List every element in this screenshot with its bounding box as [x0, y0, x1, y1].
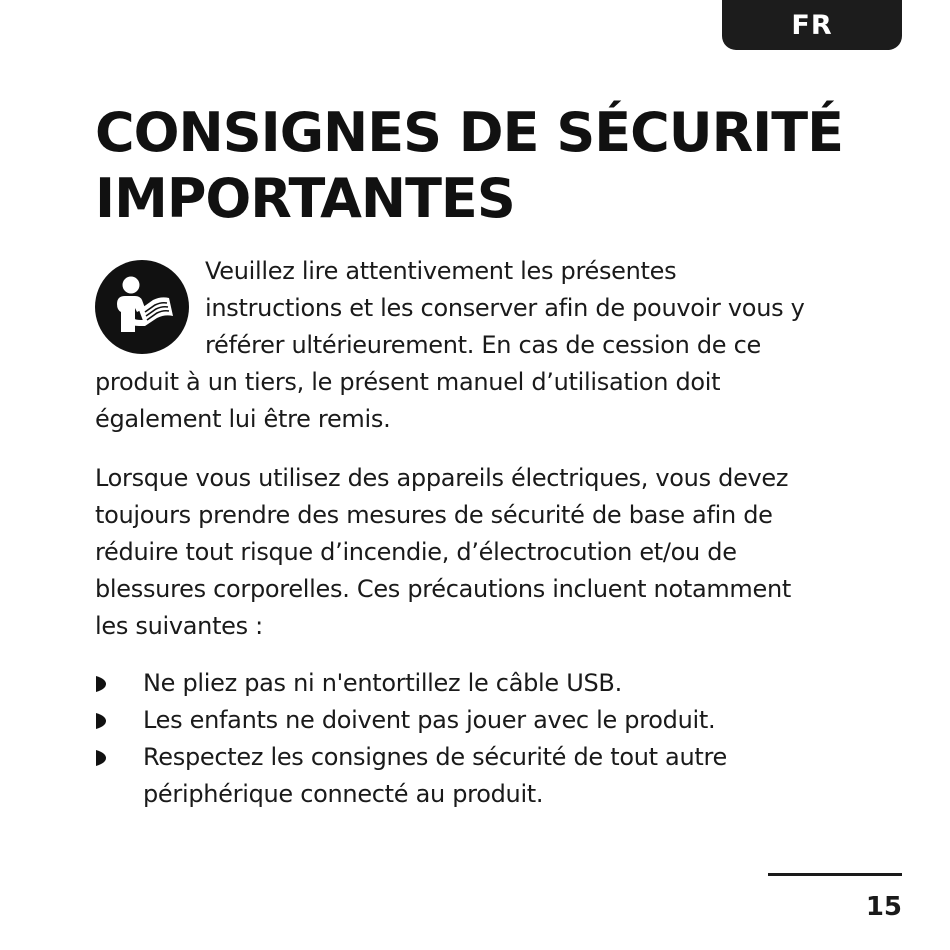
bullet-text: périphérique connecté au produit. — [143, 780, 544, 808]
footer-divider — [768, 873, 902, 876]
safety-bullet-list — [95, 665, 915, 813]
bullet-text: Ne pliez pas ni n'entortillez le câble USB. — [143, 669, 622, 697]
list-item — [95, 739, 915, 813]
list-item — [95, 702, 915, 739]
intro-line: référer ultérieurement. En cas de cession de ce — [205, 331, 761, 359]
intro-line: Veuillez lire attentivement les présentes — [205, 257, 677, 285]
read-manual-icon — [95, 260, 189, 354]
title-line-1: CONSIGNES DE SÉCURITÉ — [95, 101, 843, 164]
bullet-text: Respectez les consignes de sécurité de tout autre — [143, 743, 727, 771]
bullet-icon — [95, 749, 107, 767]
intro-line: instructions et les conserver afin de pouvoir vous y — [205, 294, 805, 322]
language-tab: FR — [722, 0, 902, 50]
page-number: 15 — [865, 892, 902, 922]
paragraph-line: blessures corporelles. Ces précautions incluent notamment — [95, 575, 791, 603]
list-item — [95, 665, 915, 702]
bullet-text: Les enfants ne doivent pas jouer avec le produit. — [143, 706, 716, 734]
precautions-paragraph — [95, 460, 915, 645]
paragraph-line: réduire tout risque d’incendie, d’électrocution et/ou de — [95, 538, 737, 566]
page-title — [95, 100, 843, 232]
title-line-2: IMPORTANTES — [95, 167, 515, 230]
paragraph-line: Lorsque vous utilisez des appareils électriques, vous devez — [95, 464, 789, 492]
paragraph-line: les suivantes : — [95, 612, 263, 640]
bullet-icon — [95, 675, 107, 693]
intro-line: également lui être remis. — [95, 405, 391, 433]
intro-line: produit à un tiers, le présent manuel d’utilisation doit — [95, 368, 721, 396]
paragraph-line: toujours prendre des mesures de sécurité de base afin de — [95, 501, 773, 529]
bullet-icon — [95, 712, 107, 730]
